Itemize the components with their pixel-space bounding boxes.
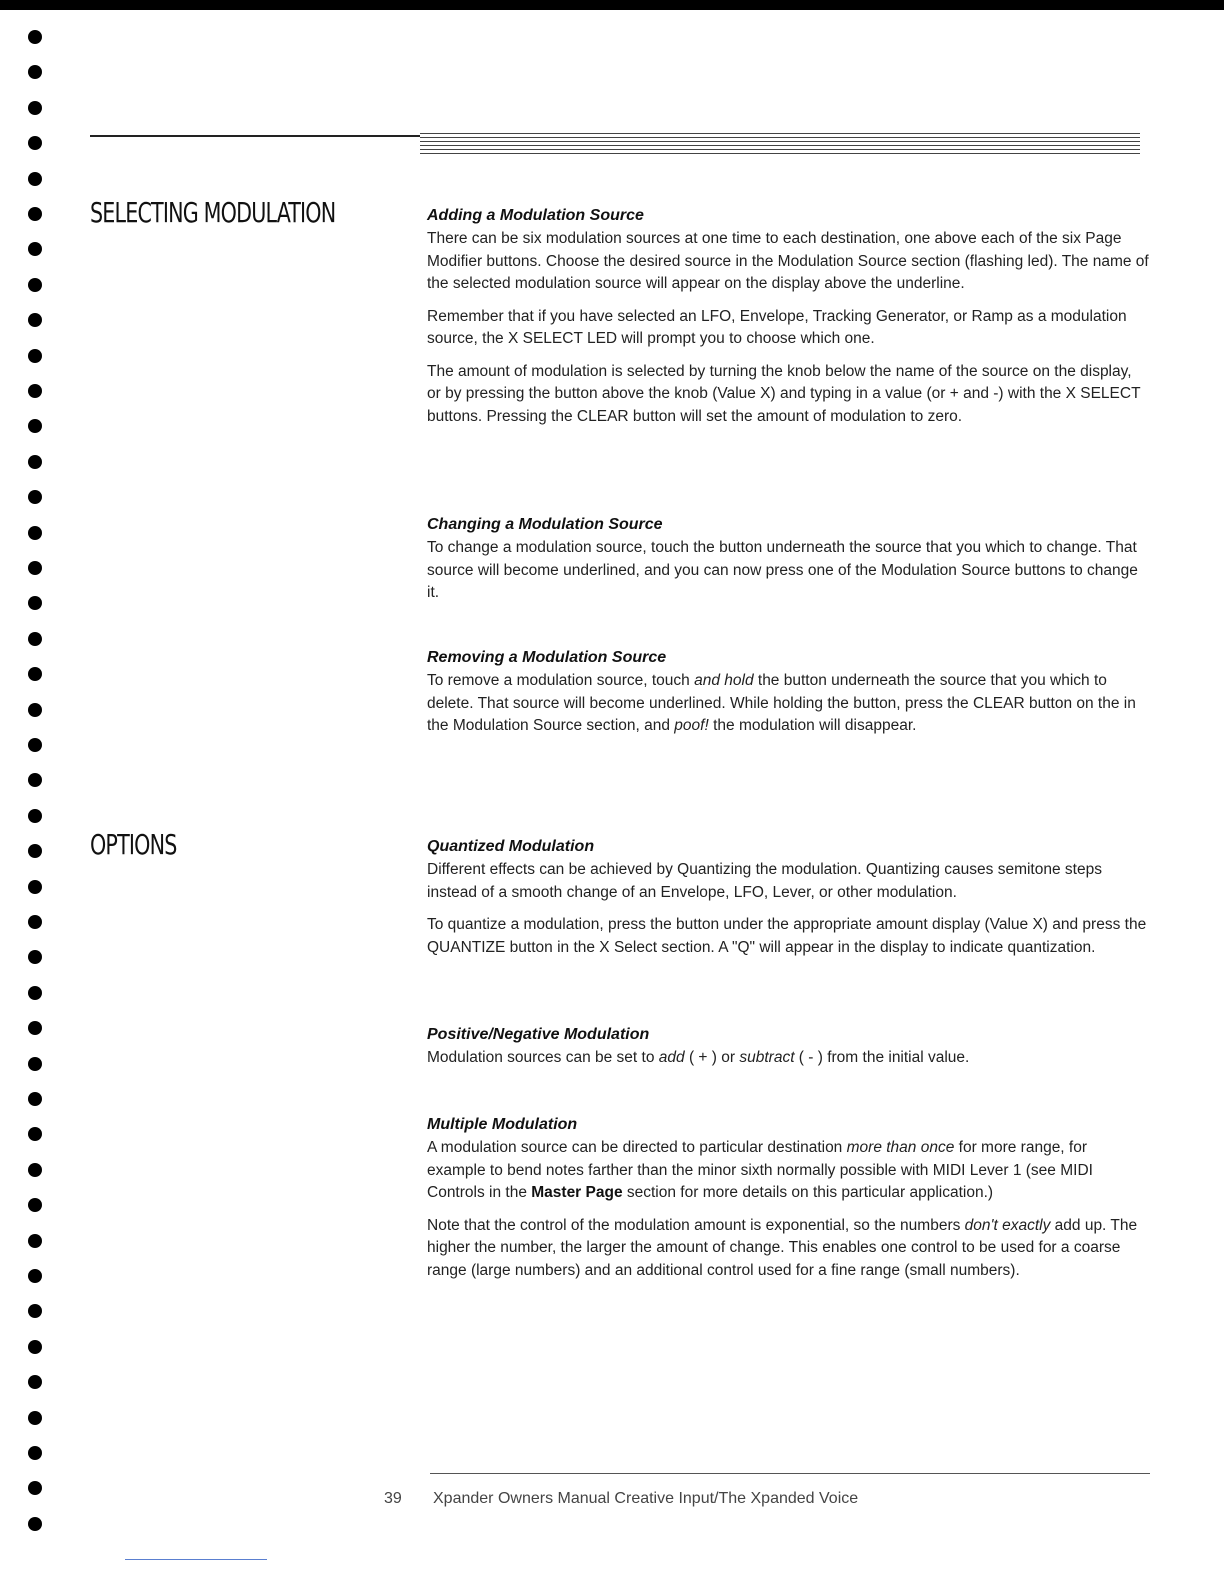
binder-hole — [28, 242, 42, 256]
binder-hole — [28, 419, 42, 433]
binder-hole — [28, 1304, 42, 1318]
binder-hole — [28, 880, 42, 894]
binder-hole — [28, 207, 42, 221]
binder-hole — [28, 738, 42, 752]
header-rule — [90, 135, 420, 137]
block-multiple-modulation — [427, 1116, 1149, 1292]
subheading: Positive/Negative Modulation — [427, 1026, 650, 1043]
binder-hole — [28, 1517, 42, 1531]
binder-hole — [28, 172, 42, 186]
paragraph: To quantize a modulation, press the button under the appropriate amount display (Value X) and press the QUANTIZE button in the X Select section. A "Q" will appear in the display to indicate quantization. — [427, 916, 1147, 956]
subheading: Removing a Modulation Source — [427, 649, 667, 666]
binder-hole — [28, 809, 42, 823]
binder-hole — [28, 773, 42, 787]
binder-hole — [28, 1127, 42, 1141]
page-number: 39 — [384, 1490, 402, 1507]
paragraph: A modulation source can be directed to particular destination more than once for more range, for example to bend notes farther than the minor sixth normally possible with MIDI Lever 1 (see MIDI Controls in the Master Page section for more details on this particular application.) — [427, 1139, 1093, 1201]
binder-hole — [28, 349, 42, 363]
block-quantized-modulation — [427, 838, 1149, 969]
top-edge-bar — [0, 0, 1224, 10]
subheading: Changing a Modulation Source — [427, 516, 663, 533]
binder-hole — [28, 136, 42, 150]
block-adding-modulation-source — [427, 207, 1149, 438]
binder-hole — [28, 384, 42, 398]
subheading: Quantized Modulation — [427, 838, 595, 855]
binder-hole — [28, 561, 42, 575]
subheading: Multiple Modulation — [427, 1116, 578, 1133]
binder-hole — [28, 844, 42, 858]
bottom-edge-line — [125, 1559, 267, 1560]
binder-hole — [28, 1021, 42, 1035]
section-title-options: OPTIONS — [90, 828, 177, 861]
binder-hole — [28, 313, 42, 327]
footer-rule — [430, 1473, 1150, 1474]
binder-hole — [28, 278, 42, 292]
binder-hole — [28, 455, 42, 469]
header-rule-lines — [420, 133, 1140, 159]
binder-hole — [28, 65, 42, 79]
binder-hole — [28, 1411, 42, 1425]
binder-hole — [28, 950, 42, 964]
binder-hole — [28, 1446, 42, 1460]
paragraph: Modulation sources can be set to add ( + ) or subtract ( - ) from the initial value. — [427, 1049, 970, 1066]
binder-hole — [28, 915, 42, 929]
binder-hole — [28, 1198, 42, 1212]
binder-hole — [28, 526, 42, 540]
binder-hole — [28, 1269, 42, 1283]
binder-hole — [28, 1375, 42, 1389]
binder-hole — [28, 1234, 42, 1248]
block-changing-modulation-source — [427, 516, 1149, 615]
binder-hole — [28, 667, 42, 681]
binder-hole — [28, 596, 42, 610]
binder-hole — [28, 1092, 42, 1106]
subheading: Adding a Modulation Source — [427, 207, 644, 224]
block-positive-negative-modulation — [427, 1026, 1149, 1080]
binder-hole — [28, 101, 42, 115]
paragraph: Different effects can be achieved by Quantizing the modulation. Quantizing causes semitone steps instead of a smooth change of an Envelope, LFO, Lever, or other modulation. — [427, 861, 1102, 901]
binder-hole — [28, 1340, 42, 1354]
binder-hole — [28, 30, 42, 44]
binder-hole — [28, 703, 42, 717]
paragraph: Note that the control of the modulation amount is exponential, so the numbers don't exactly add up. The higher the number, the larger the amount of change. This enables one control to be used for a coarse range (large numbers) and an additional control used for a fine range (small numbers). — [427, 1216, 1138, 1279]
section-title-selecting-modulation: SELECTING MODULATION — [90, 196, 336, 229]
paragraph: To change a modulation source, touch the button underneath the source that you which to change. That source will become underlined, and you can now press one of the Modulation Source buttons to change it. — [427, 539, 1138, 601]
paragraph: To remove a modulation source, touch and hold the button underneath the source that you which to delete. That source will become underlined. While holding the button, press the CLEAR button on the in the Modulation Source section, and poof! the modulation will disappear. — [427, 672, 1136, 734]
binder-hole — [28, 490, 42, 504]
block-removing-modulation-source — [427, 649, 1149, 748]
paragraph: The amount of modulation is selected by turning the knob below the name of the source on the display, or by pressing the button above the knob (Value X) and typing in a value (or + and -) with the X SELECT buttons. Pressing the CLEAR button will set the amount of modulation to zero. — [427, 362, 1141, 425]
binder-hole — [28, 1163, 42, 1177]
binder-hole — [28, 1481, 42, 1495]
binder-hole — [28, 632, 42, 646]
binder-hole — [28, 1057, 42, 1071]
footer-title: Xpander Owners Manual Creative Input/The Xpanded Voice — [433, 1490, 859, 1507]
binder-hole — [28, 986, 42, 1000]
paragraph: There can be six modulation sources at one time to each destination, one above each of the six Page Modifier buttons. Choose the desired source in the Modulation Source section (flashing led). The name of the selected modulation source will appear on the display above the underline. — [427, 230, 1149, 292]
paragraph: Remember that if you have selected an LFO, Envelope, Tracking Generator, or Ramp as a modulation source, the X SELECT LED will prompt you to choose which one. — [427, 307, 1127, 347]
